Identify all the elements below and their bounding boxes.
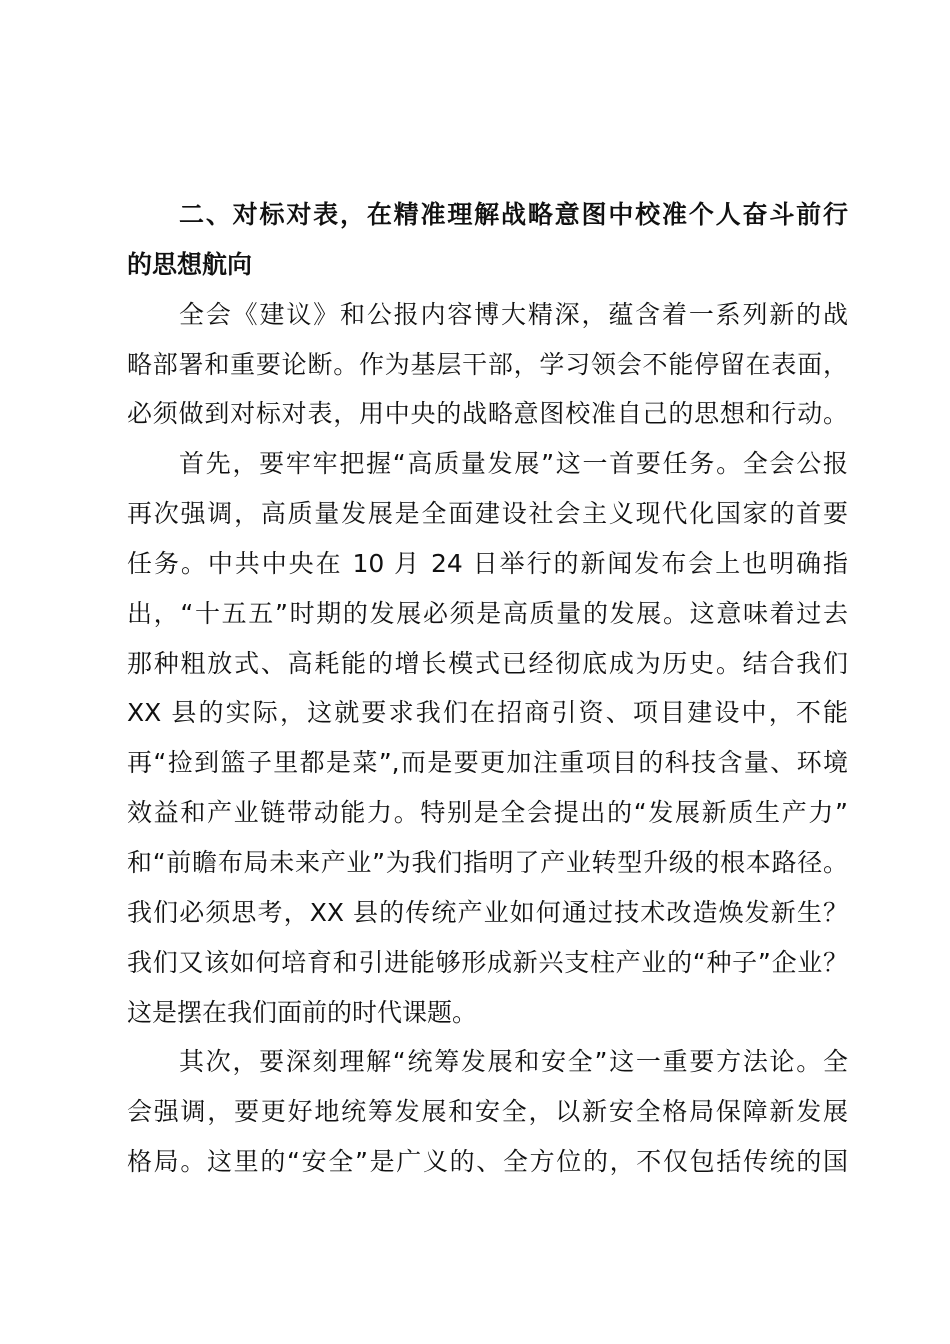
text-line: 必须做到对标对表，用中央的战略意图校准自己的思想和行动。 <box>127 399 848 429</box>
text-line: 略部署和重要论断。作为基层干部，学习领会不能停留在表面， <box>127 349 848 379</box>
text-line: 格局。这里的“安全”是广义的、全方位的，不仅包括传统的国 <box>127 1147 848 1177</box>
text-line: 效益和产业链带动能力。特别是全会提出的“发展新质生产力” <box>127 798 848 828</box>
text-line: 那种粗放式、高耗能的增长模式已经彻底成为历史。结合我们 <box>127 648 848 678</box>
text-line: XX 县的实际，这就要求我们在招商引资、项目建设中，不能 <box>127 698 848 728</box>
text-line: 这是摆在我们面前的时代课题。 <box>127 997 478 1027</box>
heading-line: 二、对标对表，在精准理解战略意图中校准个人奋斗前行 <box>179 200 848 229</box>
heading-line: 的思想航向 <box>127 249 253 279</box>
text-line: 我们必须思考，XX 县的传统产业如何通过技术改造焕发新生？ <box>127 897 848 927</box>
text-line: 全会《建议》和公报内容博大精深，蕴含着一系列新的战 <box>179 299 848 329</box>
text-line: 出，“十五五”时期的发展必须是高质量的发展。这意味着过去 <box>127 598 848 628</box>
text-line: 首先，要牢牢把握“高质量发展”这一首要任务。全会公报 <box>179 449 848 479</box>
text-line: 再次强调，高质量发展是全面建设社会主义现代化国家的首要 <box>127 499 848 529</box>
text-line: 和“前瞻布局未来产业”为我们指明了产业转型升级的根本路径。 <box>127 847 848 877</box>
text-line: 其次，要深刻理解“统筹发展和安全”这一重要方法论。全 <box>179 1047 848 1077</box>
text-line: 我们又该如何培育和引进能够形成新兴支柱产业的“种子”企业？ <box>127 947 848 977</box>
paragraph-high-quality-development <box>127 439 848 1037</box>
text-line: 会强调，要更好地统筹发展和安全，以新安全格局保障新发展 <box>127 1097 848 1127</box>
paragraph-intro <box>127 290 848 440</box>
text-line: 再“捡到篮子里都是菜”,而是要更加注重项目的科技含量、环境 <box>127 748 848 778</box>
document-page <box>127 190 848 1187</box>
paragraph-development-and-security <box>127 1037 848 1187</box>
section-heading <box>127 190 848 290</box>
text-line: 任务。中共中央在 10 月 24 日举行的新闻发布会上也明确指 <box>127 548 848 578</box>
